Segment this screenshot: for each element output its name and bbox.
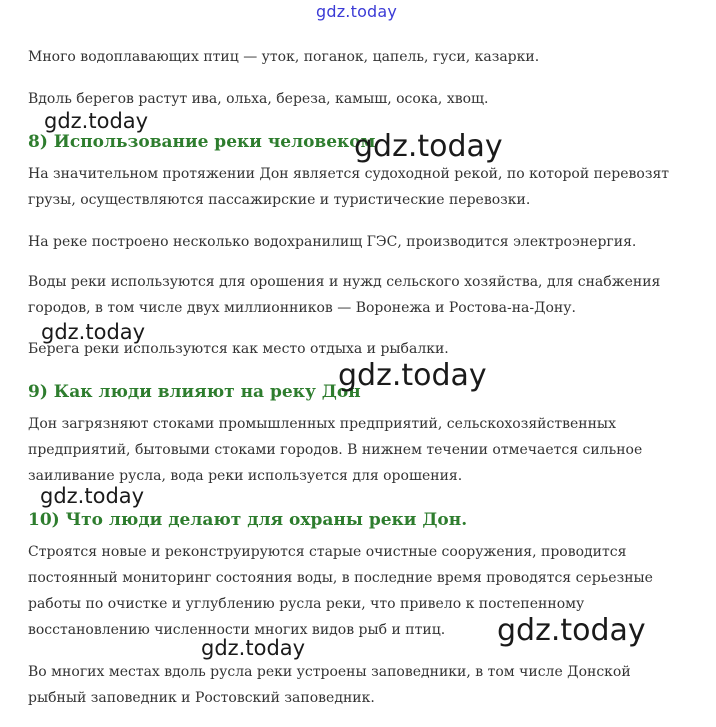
heading-river-usage: 8) Использование реки человеком (28, 132, 376, 152)
watermark: gdz.today (354, 129, 503, 164)
watermark: gdz.today (40, 484, 145, 508)
watermark: gdz.today (497, 613, 646, 648)
paragraph-hydro: На реке построено несколько водохранилищ ГЭС, производится электроэнергия. (28, 234, 637, 250)
watermark-header: gdz.today (316, 2, 398, 21)
watermark: gdz.today (201, 636, 306, 660)
paragraph-pollution: Дон загрязняют стоками промышленных предприятий, сельскохозяйственных предприятий, бытовыми стоками городов. В нижнем течении отмечается сильное заиливание русла, вода реки используется для орошения. (28, 416, 643, 484)
heading-protection: 10) Что люди делают для охраны реки Дон. (28, 510, 468, 530)
watermark: gdz.today (338, 358, 487, 393)
paragraph-reserves: Во многих местах вдоль русла реки устроены заповедники, в том числе Донской рыбный заповедник и Ростовский заповедник. (28, 664, 631, 706)
watermark: gdz.today (41, 320, 146, 344)
paragraph-birds: Много водоплавающих птиц — уток, поганок, цапель, гуси, казарки. (28, 49, 540, 65)
paragraph-recreation: Берега реки используются как место отдыха и рыбалки. (28, 341, 449, 357)
watermark: gdz.today (44, 109, 149, 133)
paragraph-irrigation: Воды реки используются для орошения и нужд сельского хозяйства, для снабжения городов, в том числе двух миллионников — Воронежа и Ростова-на-Дону. (28, 274, 661, 316)
heading-human-impact: 9) Как люди влияют на реку Дон (28, 382, 361, 402)
paragraph-plants: Вдоль берегов растут ива, ольха, береза, камыш, осока, хвощ. (28, 91, 489, 107)
paragraph-navigation: На значительном протяжении Дон является судоходной рекой, по которой перевозят грузы, осуществляются пассажирские и туристические перевозки. (28, 166, 670, 208)
paragraph-cleanup: Строятся новые и реконструируются старые очистные сооружения, проводится постоянный мониторинг состояния воды, в последние время проводятся серьезные работы по очистке и углублению русла реки, что привело к постепенному восстановлению численности многих видов рыб и птиц. (28, 544, 653, 638)
